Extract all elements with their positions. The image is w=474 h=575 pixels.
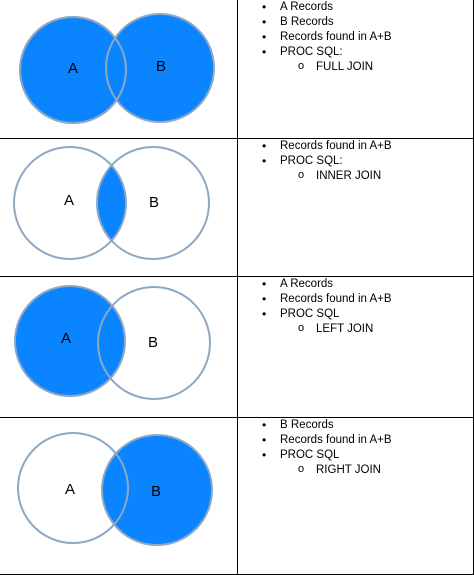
column-divider (237, 0, 238, 575)
bullet-item: • Records found in A+B (238, 30, 392, 45)
circle-b-label: B (149, 194, 160, 211)
sub-bullet-list (280, 169, 392, 184)
bullet-item-label: PROC SQL (280, 449, 340, 461)
sub-bullet-item: o LEFT JOIN (280, 322, 392, 337)
bullet-item: • Records found in A+B (238, 292, 392, 307)
bullet-item: • Records found in A+B (238, 139, 392, 154)
circle-a-label: A (65, 481, 76, 498)
bullet-item-label: PROC SQL: (280, 155, 343, 167)
circle-b-label: B (148, 334, 159, 351)
sub-bullet-item: o FULL JOIN (280, 60, 392, 75)
bullet-item (238, 448, 392, 478)
row-divider (0, 417, 474, 418)
bullet-list (238, 0, 392, 75)
venn-cell (0, 139, 238, 276)
sub-bullet-list (280, 463, 392, 478)
bullet-item (238, 307, 392, 337)
circle-a-label: A (61, 330, 72, 347)
bullet-item (238, 154, 392, 184)
venn-diagram-full-join (0, 0, 238, 138)
bullet-list (238, 418, 392, 478)
venn-diagram-right-join (0, 418, 238, 575)
circle-b-label: B (151, 483, 162, 500)
bullet-item: • B Records (238, 418, 392, 433)
venn-diagram-inner-join (0, 139, 238, 276)
bullet-item-label: PROC SQL: (280, 46, 343, 58)
sub-bullet-list (280, 322, 392, 337)
sub-bullet-item: o INNER JOIN (280, 169, 392, 184)
sub-bullet-item: o RIGHT JOIN (280, 463, 392, 478)
circle-a-label: A (68, 60, 79, 77)
bullet-item: • A Records (238, 277, 392, 292)
row-divider (0, 138, 474, 139)
bullet-item: • A Records (238, 0, 392, 15)
venn-cell (0, 277, 238, 417)
venn-cell (0, 0, 238, 138)
bullet-item: • B Records (238, 15, 392, 30)
bullet-list (238, 139, 392, 184)
description-cell (238, 139, 474, 276)
bullet-item-label: PROC SQL (280, 308, 340, 320)
venn-cell (0, 418, 238, 575)
row-divider (0, 276, 474, 277)
bullet-item (238, 45, 392, 75)
description-cell (238, 418, 474, 575)
bullet-item: • Records found in A+B (238, 433, 392, 448)
circle-a-label: A (64, 192, 75, 209)
sub-bullet-list (280, 60, 392, 75)
circle-b-label: B (156, 58, 167, 75)
venn-diagram-left-join (0, 277, 238, 417)
description-cell (238, 0, 474, 138)
description-cell (238, 277, 474, 417)
bullet-list (238, 277, 392, 337)
